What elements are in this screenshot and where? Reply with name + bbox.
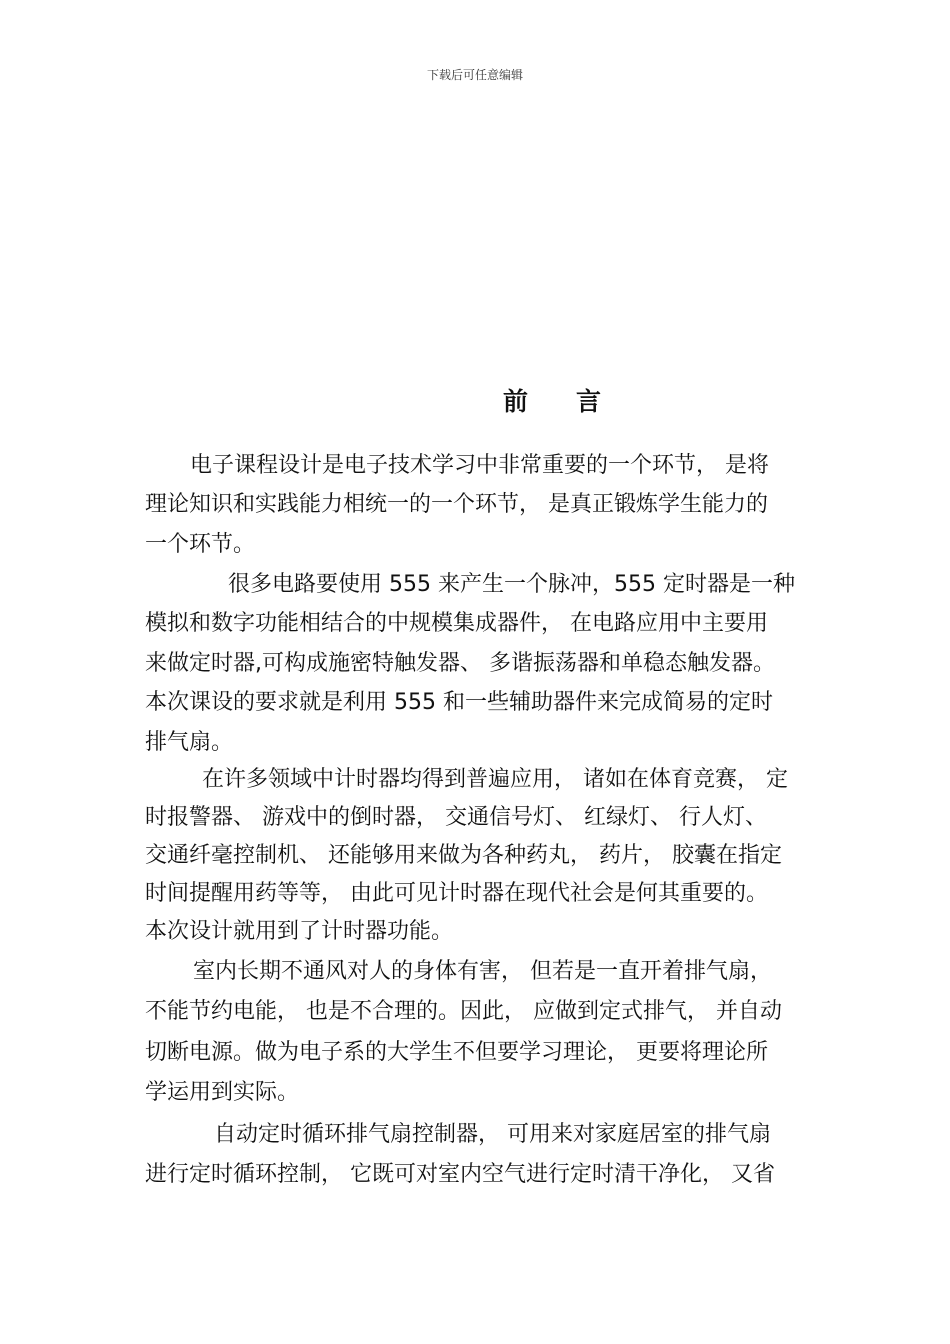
paragraph-line: 很多电路要使用 555 来产生一个脉冲，555 定时器是一种 xyxy=(228,572,795,597)
paragraph-line: 电子课程设计是电子技术学习中非常重要的一个环节， 是将 xyxy=(190,453,769,478)
paragraph-line: 交通纤毫控制机、 还能够用来做为各种药丸， 药片， 胶囊在指定 xyxy=(145,843,782,868)
header-note: 下载后可任意编辑 xyxy=(426,68,523,82)
paragraph-line: 进行定时循环控制， 它既可对室内空气进行定时清干净化， 又省 xyxy=(145,1162,775,1187)
title-char-2: 言 xyxy=(576,387,602,416)
paragraph-line: 室内长期不通风对人的身体有害， 但若是一直开着排气扇， xyxy=(193,959,772,984)
title-char-1: 前 xyxy=(503,387,529,416)
paragraph-line: 学运用到实际。 xyxy=(145,1080,300,1105)
paragraph-line: 时报警器、 游戏中的倒时器， 交通信号灯、 红绿灯、 行人灯、 xyxy=(145,805,767,830)
paragraph-line: 来做定时器,可构成施密特触发器、 多谐振荡器和单稳态触发器。 xyxy=(145,651,775,676)
paragraph-line: 理论知识和实践能力相统一的一个环节， 是真正锻炼学生能力的 xyxy=(145,492,768,517)
paragraph-line: 模拟和数字功能相结合的中规模集成器件， 在电路应用中主要用 xyxy=(145,611,768,636)
paragraph-line: 在许多领域中计时器均得到普遍应用， 诸如在体育竞赛， 定 xyxy=(202,767,788,792)
paragraph-line: 切断电源。做为电子系的大学生不但要学习理论， 更要将理论所 xyxy=(145,1040,768,1065)
paragraph-line: 本次课设的要求就是利用 555 和一些辅助器件来完成简易的定时 xyxy=(145,690,773,715)
paragraph-line: 自动定时循环排气扇控制器， 可用来对家庭居室的排气扇 xyxy=(214,1122,771,1147)
paragraph-line: 时间提醒用药等等， 由此可见计时器在现代社会是何其重要的。 xyxy=(145,881,768,906)
paragraph-line: 本次设计就用到了计时器功能。 xyxy=(145,919,454,944)
page-title xyxy=(503,382,601,418)
paragraph-line: 排气扇。 xyxy=(145,730,234,755)
paragraph-line: 一个环节。 xyxy=(145,532,256,557)
paragraph-line: 不能节约电能， 也是不合理的。因此， 应做到定式排气， 并自动 xyxy=(145,999,782,1024)
